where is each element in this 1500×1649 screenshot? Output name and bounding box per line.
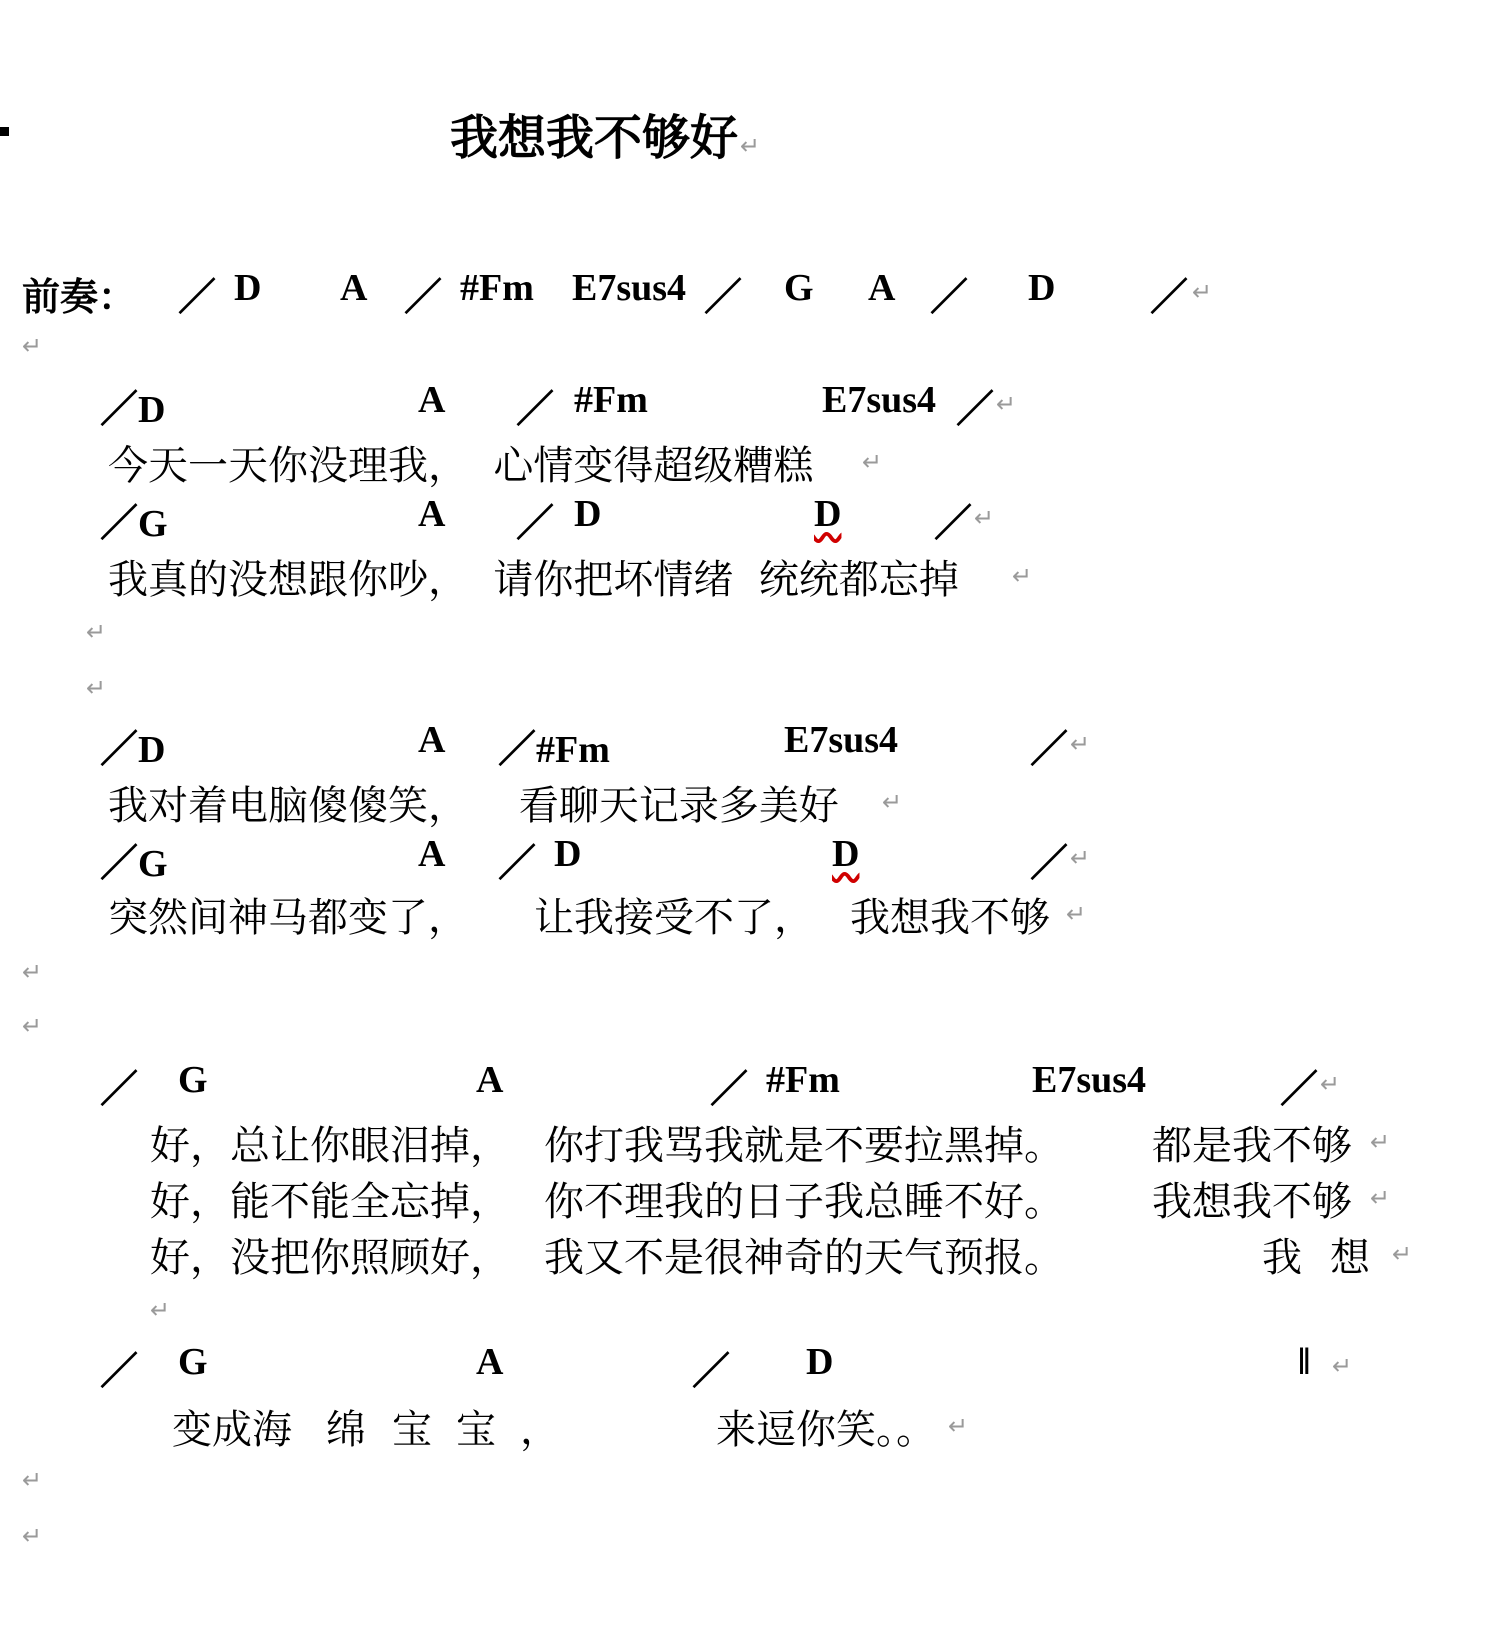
- lyric-segment: 你不理我的日子我总睡不好。: [544, 1179, 1064, 1225]
- intro-chord: A: [340, 267, 368, 309]
- paragraph-mark-icon: ↵: [740, 132, 761, 160]
- paragraph-mark-icon: ↵: [1392, 1240, 1413, 1268]
- chord: A: [418, 493, 446, 535]
- lyric-segment: 绵: [326, 1407, 366, 1453]
- paragraph-mark-icon: ↵: [150, 1296, 171, 1324]
- lyric-segment: 突然间神马都变了，: [108, 895, 468, 941]
- lyric-segment: 你打我骂我就是不要拉黑掉。: [544, 1123, 1064, 1169]
- paragraph-mark-icon: ↵: [22, 1522, 43, 1550]
- margin-marker: [0, 127, 9, 136]
- paragraph-mark-icon: ↵: [22, 1012, 43, 1040]
- lyric-segment: 宝: [392, 1407, 432, 1453]
- chord: ／: [934, 503, 973, 545]
- intro-chord: ／: [1150, 277, 1189, 319]
- paragraph-mark-icon: ↵: [974, 504, 995, 532]
- chord: D: [814, 493, 842, 535]
- lyric-segment: 宝: [456, 1407, 496, 1453]
- lyric-segment: 我又不是很神奇的天气预报。: [544, 1235, 1064, 1281]
- chord: ／: [710, 1069, 749, 1111]
- chord: ／: [1280, 1069, 1319, 1111]
- lyric-segment: 我想我不够: [850, 895, 1050, 941]
- chord: ／: [516, 389, 555, 431]
- paragraph-mark-icon: ↵: [948, 1412, 969, 1440]
- intro-chord: ／: [178, 277, 217, 319]
- song-title-text: 我想我不够好: [450, 110, 739, 166]
- paragraph-mark-icon: ↵: [86, 618, 107, 646]
- lyric-segment: ，: [520, 1407, 560, 1453]
- intro-chord: ／: [930, 277, 969, 319]
- chord: ／: [1030, 843, 1069, 885]
- lyric-line: 今天一天你没理我， 心情变得超级糟糕: [108, 443, 814, 489]
- chord: A: [418, 833, 446, 875]
- lyric-segment: 来逗你笑。。: [716, 1407, 936, 1453]
- chord: #Fm: [574, 379, 648, 421]
- chord: D: [806, 1341, 834, 1383]
- intro-chord: A: [868, 267, 896, 309]
- lyric-segment: 好，总让你眼泪掉，: [150, 1123, 510, 1169]
- intro-chord: E7sus4: [572, 267, 687, 309]
- chord: E7sus4: [822, 379, 937, 421]
- chord: A: [418, 719, 446, 761]
- paragraph-mark-icon: ↵: [1012, 562, 1033, 590]
- intro-label: 前奏：: [22, 274, 137, 319]
- paragraph-mark-icon: ↵: [1370, 1128, 1391, 1156]
- song-title: [450, 106, 760, 178]
- paragraph-mark-icon: ↵: [1066, 900, 1087, 928]
- paragraph-mark-icon: ↵: [882, 788, 903, 816]
- intro-chord: #Fm: [460, 267, 534, 309]
- chord: ／: [1030, 729, 1069, 771]
- chord: D: [832, 833, 860, 875]
- paragraph-mark-icon: ↵: [996, 390, 1017, 418]
- chord: G: [178, 1341, 208, 1383]
- intro-chord: D: [234, 267, 262, 309]
- chord: A: [476, 1341, 504, 1383]
- lyric-segment: 都是我不够: [1152, 1123, 1352, 1169]
- paragraph-mark-icon: ↵: [1332, 1352, 1353, 1380]
- paragraph-mark-icon: ↵: [862, 448, 883, 476]
- paragraph-mark-icon: ↵: [22, 1466, 43, 1494]
- lyric-segment: 让我接受不了，: [534, 895, 814, 941]
- chord: ／: [498, 843, 537, 885]
- intro-chord: ／: [404, 277, 443, 319]
- chord: #Fm: [766, 1059, 840, 1101]
- lyric-line: 我真的没想跟你吵， 请你把坏情绪 统统都忘掉: [108, 557, 959, 603]
- chord: ／D: [100, 389, 166, 431]
- chord: D: [554, 833, 582, 875]
- chord: ／G: [100, 843, 168, 885]
- repeat-bar-icon: ‖: [1298, 1341, 1311, 1383]
- paragraph-mark-icon: ↵: [1370, 1184, 1391, 1212]
- lyric-segment: 好，没把你照顾好，: [150, 1235, 510, 1281]
- chord: ／#Fm: [498, 729, 610, 771]
- chord: ／: [692, 1351, 731, 1393]
- paragraph-mark-icon: ↵: [86, 674, 107, 702]
- chord: ／: [516, 503, 555, 545]
- chord: ／G: [100, 503, 168, 545]
- chord: D: [574, 493, 602, 535]
- chord: ／: [100, 1351, 139, 1393]
- intro-chord: ／: [704, 277, 743, 319]
- chord: E7sus4: [784, 719, 899, 761]
- paragraph-mark-icon: ↵: [22, 332, 43, 360]
- chord: G: [178, 1059, 208, 1101]
- lyric-segment: 想: [1330, 1235, 1370, 1281]
- lyric-segment: 我: [1262, 1235, 1302, 1281]
- lyric-segment: 变成海: [172, 1407, 292, 1453]
- lyric-segment: 好，能不能全忘掉，: [150, 1179, 510, 1225]
- paragraph-mark-icon: ↵: [1070, 730, 1091, 758]
- chord: A: [476, 1059, 504, 1101]
- lyric-segment: 我想我不够: [1152, 1179, 1352, 1225]
- chord: ／D: [100, 729, 166, 771]
- paragraph-mark-icon: ↵: [22, 958, 43, 986]
- paragraph-mark-icon: ↵: [1070, 844, 1091, 872]
- chord: ／: [100, 1069, 139, 1111]
- intro-chord: D: [1028, 267, 1056, 309]
- chord: ／: [956, 389, 995, 431]
- chord: A: [418, 379, 446, 421]
- paragraph-mark-icon: ↵: [1192, 278, 1213, 306]
- paragraph-mark-icon: ↵: [1320, 1070, 1341, 1098]
- intro-chord: G: [784, 267, 814, 309]
- lyric-line: 我对着电脑傻傻笑， 看聊天记录多美好: [108, 783, 839, 829]
- chord: E7sus4: [1032, 1059, 1147, 1101]
